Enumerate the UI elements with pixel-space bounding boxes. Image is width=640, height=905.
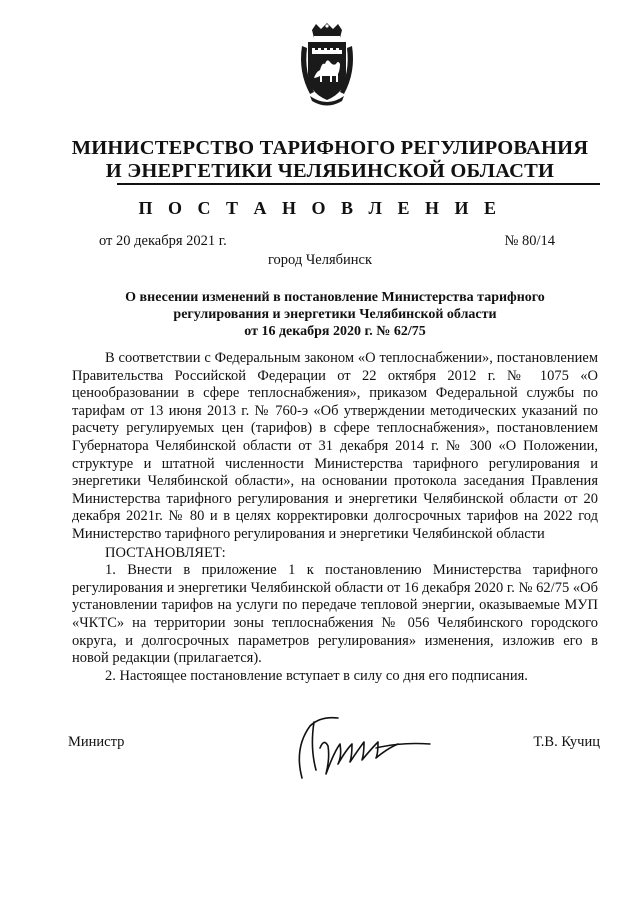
item-1-paragraph: 1. Внести в приложение 1 к постановлению Министерства тарифного регулирования и энергетики Челябинской области от 16 декабря 2020 г. № 62/75 «Об установлении тарифов на услуги по передаче тепловой энергии, оказываемые МУП «ЧКТС» на территории зоны теплоснабжения № 056 Челябинского городского округа, и долгосрочных параметров регулирования» изменения, изложив его в новой редакции (прилагается). <box>72 562 598 667</box>
document-city: город Челябинск <box>267 252 373 268</box>
decree-keyword: ПОСТАНОВЛЯЕТ: <box>105 544 226 561</box>
header-divider <box>117 183 600 185</box>
preamble-paragraph: В соответствии с Федеральным законом «О теплоснабжении», постановлением Правительства Российской Федерации от 22 октября 2012 г. № 1075 «О ценообразовании в сфере теплоснабжения», приказом Федеральной службы по тарифам от 13 июня 2013 г. № 760-э «Об утверждении методических указаний по расчету регулируемых цен (тарифов) в сфере теплоснабжения», постановлением Губернатора Челябинской области от 31 декабря 2014 г. № 300 «О Положении, структуре и штатной численности Министерства тарифного регулирования и энергетики Челябинской области», на основании протокола заседания Правления Министерства тарифного регулирования и энергетики Челябинской области от 20 декабря 2021г. № 80 и в целях корректировки долгосрочных тарифов на 2022 год Министерство тарифного регулирования и энергетики Челябинской области <box>72 350 598 542</box>
document-number: № 80/14 <box>504 233 555 249</box>
chelyabinsk-coat-of-arms-icon <box>296 22 358 108</box>
handwritten-signature <box>280 708 440 788</box>
signatory-position: Министр <box>68 734 125 750</box>
ministry-name-line-1: МИНИСТЕРСТВО ТАРИФНОГО РЕГУЛИРОВАНИЯ <box>71 137 589 159</box>
ministry-name-line-2: И ЭНЕРГЕТИКИ ЧЕЛЯБИНСКОЙ ОБЛАСТИ <box>105 160 555 182</box>
document-date: от 20 декабря 2021 г. <box>99 233 227 249</box>
signatory-name: Т.В. Кучиц <box>533 734 600 750</box>
document-title-line: регулирования и энергетики Челябинской области <box>173 307 497 322</box>
document-type-heading: П О С Т А Н О В Л Е Н И Е <box>138 198 502 218</box>
document-title-line: О внесении изменений в постановление Министерства тарифного <box>125 290 545 305</box>
document-title <box>80 289 590 340</box>
document-body <box>72 350 598 685</box>
document-title-line: от 16 декабря 2020 г. № 62/75 <box>244 324 426 339</box>
item-2-paragraph: 2. Настоящее постановление вступает в силу со дня его подписания. <box>105 667 528 684</box>
